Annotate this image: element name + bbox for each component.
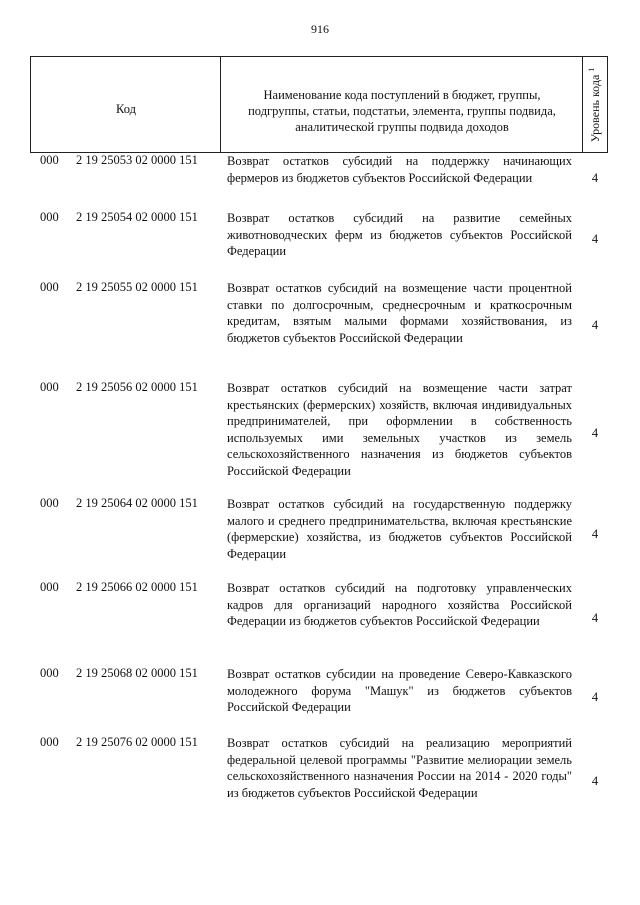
code-level: 4 <box>591 318 599 332</box>
admin-code: 000 <box>40 380 59 394</box>
revenue-code: 2 19 25053 02 0000 151 <box>76 153 198 167</box>
table-row <box>30 210 608 280</box>
admin-code: 000 <box>40 280 59 294</box>
table-row <box>30 153 608 210</box>
revenue-name: Возврат остатков субсидий на возмещение части процентной ставки по долгосрочным, среднесрочным и краткосрочным кредитам, взятым малыми формами хозяйствования, из бюджетов субъектов Российской Федерации <box>227 281 572 345</box>
revenue-name: Возврат остатков субсидий на реализацию мероприятий федеральной целевой программы "Развитие мелиорации земель сельскохозяйственного назначения России на 2014 - 2020 годы" из бюджетов субъектов Российской Федерации <box>227 736 572 800</box>
code-level: 4 <box>591 611 599 625</box>
table-row <box>30 380 608 496</box>
revenue-code: 2 19 25066 02 0000 151 <box>76 580 198 594</box>
table-row <box>30 666 608 735</box>
admin-code: 000 <box>40 210 59 224</box>
header-level-label <box>587 55 603 155</box>
header-name-column <box>221 57 583 152</box>
header-level-footnote: 1 <box>587 67 596 72</box>
code-level: 4 <box>591 232 599 246</box>
header-level-text: Уровень кода <box>588 74 602 143</box>
admin-code: 000 <box>40 153 59 167</box>
code-level: 4 <box>591 690 599 704</box>
revenue-code: 2 19 25055 02 0000 151 <box>76 280 198 294</box>
code-level: 4 <box>591 527 599 541</box>
revenue-code: 2 19 25076 02 0000 151 <box>76 735 198 749</box>
revenue-code: 2 19 25064 02 0000 151 <box>76 496 198 510</box>
code-level: 4 <box>591 774 599 788</box>
admin-code: 000 <box>40 666 59 680</box>
table-row <box>30 580 608 666</box>
revenue-name: Возврат остатков субсидий на государственную поддержку малого и среднего предпринимательства, включая крестьянские (фермерские) хозяйства, из бюджетов субъектов Российской Федерации <box>227 497 572 561</box>
code-level: 4 <box>591 426 599 440</box>
header-code-label: Код <box>116 102 136 116</box>
header-level-column <box>583 57 607 152</box>
header-code-column <box>31 57 221 152</box>
code-level: 4 <box>591 171 599 185</box>
revenue-name: Возврат остатков субсидии на проведение Северо-Кавказского молодежного форума "Машук" из бюджетов субъектов Российской Федерации <box>227 667 572 714</box>
revenue-code: 2 19 25068 02 0000 151 <box>76 666 198 680</box>
table-row <box>30 735 608 835</box>
page-number: 916 <box>311 22 329 36</box>
table-row <box>30 280 608 380</box>
header-name-line-1: Наименование кода поступлений в бюджет, группы, <box>263 88 541 102</box>
revenue-code: 2 19 25056 02 0000 151 <box>76 380 198 394</box>
revenue-name: Возврат остатков субсидий на возмещение части затрат крестьянских (фермерских) хозяйств, включая индивидуальных предпринимателей, при оформлении в собственность используемых ими земельных участков из земель сельскохозяйственного назначения из бюджетов субъектов Российской Федерации <box>227 381 572 478</box>
header-name-line-2: подгруппы, статьи, подстатьи, элемента, группы подвида, <box>248 104 556 118</box>
table-body <box>30 153 608 835</box>
admin-code: 000 <box>40 496 59 510</box>
revenue-name: Возврат остатков субсидий на поддержку начинающих фермеров из бюджетов субъектов Российской Федерации <box>227 154 572 185</box>
revenue-name: Возврат остатков субсидий на развитие семейных животноводческих ферм из бюджетов субъектов Российской Федерации <box>227 211 572 258</box>
revenue-name: Возврат остатков субсидий на подготовку управленческих кадров для организаций народного хозяйства Российской Федерации из бюджетов субъектов Российской Федерации <box>227 581 572 628</box>
admin-code: 000 <box>40 580 59 594</box>
table-row <box>30 496 608 580</box>
header-name-line-3: аналитической группы подвида доходов <box>295 120 509 134</box>
header-name-label <box>229 87 575 135</box>
revenue-code: 2 19 25054 02 0000 151 <box>76 210 198 224</box>
admin-code: 000 <box>40 735 59 749</box>
table-header <box>30 56 608 153</box>
